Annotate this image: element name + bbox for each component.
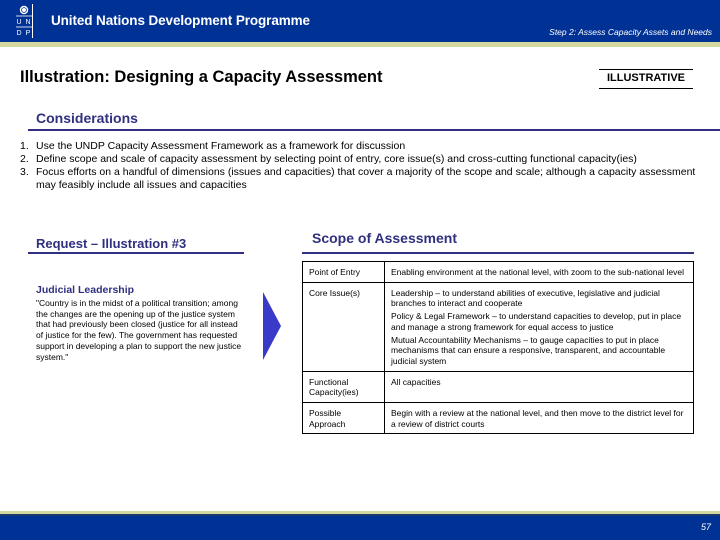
considerations-heading: Considerations [36, 110, 138, 126]
scope-table [302, 261, 694, 434]
consideration-item [20, 166, 710, 192]
considerations-list [20, 140, 710, 192]
scope-rule [302, 252, 694, 254]
table-row [303, 282, 694, 371]
row-paragraph: All capacities [391, 376, 441, 387]
table-row [303, 371, 694, 402]
table-row [303, 403, 694, 434]
footer-bar [0, 516, 720, 540]
org-name: United Nations Development Programme [51, 13, 310, 28]
row-label: Core Issue(s) [303, 282, 385, 371]
row-paragraph: Leadership – to understand abilities of executive, legislative and judicial branches to interact and cooperate [391, 287, 660, 309]
row-value [385, 371, 694, 402]
header-stripe [0, 42, 720, 47]
row-paragraph: Enabling environment at the national level, with zoom to the sub-national level [391, 267, 684, 277]
consideration-text: Use the UNDP Capacity Assessment Framework as a framework for discussion [36, 140, 406, 152]
row-label: Point of Entry [303, 262, 385, 283]
consideration-number: 2. [20, 153, 29, 165]
consideration-item [20, 153, 710, 166]
row-value [385, 403, 694, 434]
consideration-text: Focus efforts on a handful of dimensions (issues and capacities) that cover a majority of the scope and scale; although a capacity assessment may feasibly include all issues and capacities [36, 166, 696, 191]
arrow-right-icon [263, 292, 281, 360]
row-label: Functional Capacity(ies) [303, 371, 385, 402]
request-subheading: Judicial Leadership [36, 284, 135, 296]
logo-letter-n: N [25, 19, 31, 26]
request-rule [28, 252, 244, 254]
consideration-text: Define scope and scale of capacity assessment by selecting point of entry, core issue(s) and cross-cutting functional capacity(ies) [36, 153, 637, 165]
logo-letter-p: P [25, 30, 31, 37]
step-label: Step 2: Assess Capacity Assets and Needs [549, 27, 712, 37]
consideration-item [20, 140, 710, 153]
row-label: Possible Approach [303, 403, 385, 434]
request-heading: Request – Illustration #3 [36, 236, 187, 251]
table-row [303, 262, 694, 283]
row-value [385, 262, 694, 283]
logo-letter-u: U [16, 19, 22, 26]
request-quote: "Country is in the midst of a political transition; among the changes are the opening up of the justice system that had previously been closed (justice for all instead of justice for the few). The government has requested support in developing a plan to support the new justice system." [36, 298, 242, 362]
row-paragraph: Begin with a review at the national level, and then move to the district level for a review of district courts [391, 408, 684, 429]
scope-heading: Scope of Assessment [312, 230, 457, 246]
illustrative-badge: ILLUSTRATIVE [599, 69, 693, 89]
considerations-rule [28, 129, 720, 131]
logo-divider [32, 4, 33, 38]
consideration-number: 1. [20, 140, 29, 152]
row-paragraph: Policy & Legal Framework – to understand capacities to develop, put in place and manage a strong framework for equal access to justice [391, 311, 682, 332]
page-number: 57 [700, 522, 711, 532]
page-title: Illustration: Designing a Capacity Assessment [20, 68, 383, 86]
row-value [385, 282, 694, 371]
row-paragraph: Mutual Accountability Mechanisms – to gauge capacities to put in place mechanisms that can ensure a responsive, transparent, and accountable judicial system [391, 334, 666, 366]
logo-letter-d: D [16, 30, 22, 37]
consideration-number: 3. [20, 166, 29, 178]
undp-logo-icon [14, 4, 34, 38]
